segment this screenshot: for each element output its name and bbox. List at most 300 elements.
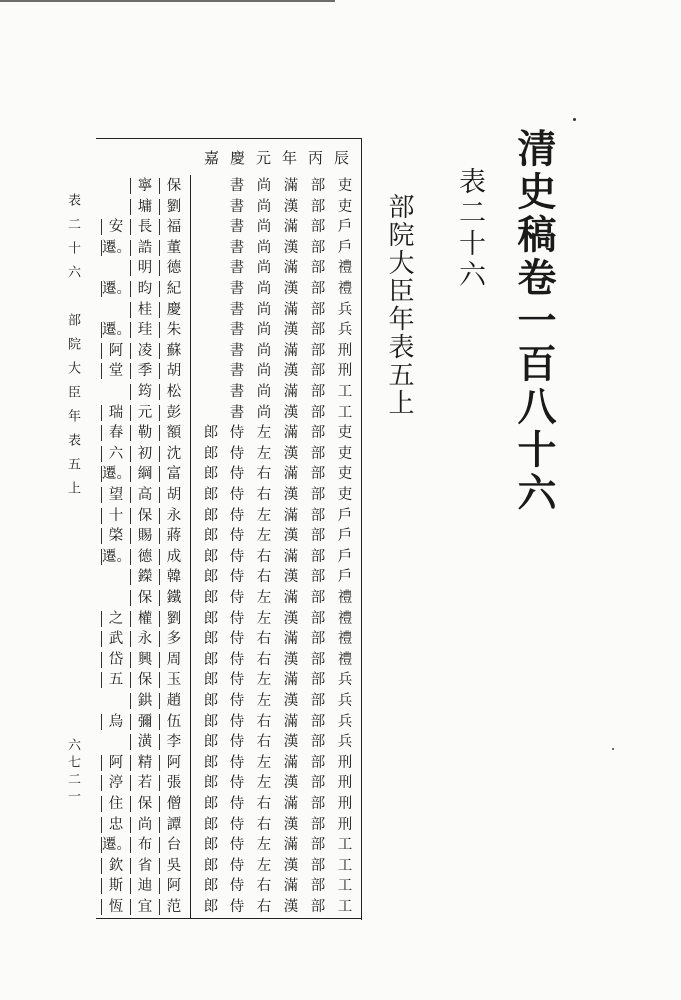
- office-character: 郎: [203, 631, 219, 648]
- office-character: 郎: [203, 816, 219, 833]
- office-character: 部: [310, 569, 326, 586]
- office-character: 戶: [337, 507, 353, 524]
- office-character: 侍: [229, 590, 245, 606]
- office-character: 部: [310, 899, 326, 915]
- name-character: 額: [160, 422, 188, 444]
- office-character: 尚: [256, 301, 272, 318]
- office-character: 部: [310, 198, 326, 215]
- official-names: [98, 216, 188, 238]
- office-character: 部: [310, 445, 326, 462]
- office-title: [196, 381, 358, 403]
- office-character: [198, 340, 224, 362]
- office-character: 部: [310, 260, 326, 277]
- office-character: 侍: [229, 754, 245, 771]
- office-character: 兵: [337, 301, 353, 318]
- official-names: [98, 381, 188, 403]
- office-character: 滿: [283, 466, 299, 483]
- table-row: [98, 278, 360, 300]
- office-character: 工: [337, 878, 353, 895]
- office-character: 右: [256, 816, 272, 833]
- table-row: [98, 752, 360, 774]
- official-names: [98, 463, 188, 485]
- office-character: [198, 299, 224, 321]
- office-character: 書: [229, 384, 245, 400]
- office-character: [198, 216, 224, 238]
- name-character: 彭: [160, 402, 188, 424]
- office-character: 侍: [229, 713, 245, 730]
- office-character: 書: [229, 178, 245, 194]
- table-row: [98, 772, 360, 794]
- office-character: 侍: [229, 466, 245, 483]
- name-character: 保: [131, 587, 159, 609]
- office-character: 右: [256, 631, 272, 648]
- name-character: 季: [131, 360, 159, 382]
- name-character: 住: [102, 793, 130, 815]
- name-character: 德: [160, 257, 188, 279]
- name-character: 元: [131, 402, 159, 424]
- name-character: 范: [160, 896, 188, 918]
- office-character: 左: [256, 590, 272, 606]
- office-character: 部: [310, 404, 326, 421]
- office-title: [196, 814, 358, 836]
- office-character: 刑: [337, 775, 353, 792]
- name-character: 遷。: [102, 463, 130, 485]
- name-character: 春: [102, 422, 130, 444]
- official-names: [98, 237, 188, 259]
- name-character: 趙: [160, 690, 188, 712]
- office-character: 漢: [283, 569, 299, 586]
- name-character: 慶: [160, 299, 188, 321]
- official-names: [98, 360, 188, 382]
- office-title: [196, 608, 358, 630]
- name-character: 鐵: [160, 587, 188, 609]
- name-character: 渟: [102, 772, 130, 794]
- table-row: [98, 237, 360, 259]
- name-character: 阿: [102, 340, 130, 362]
- office-character: 漢: [283, 528, 299, 545]
- official-names: [98, 196, 188, 218]
- office-character: 刑: [337, 796, 353, 812]
- office-character: 郎: [203, 590, 219, 606]
- official-names: [98, 257, 188, 279]
- table-row: [98, 731, 360, 753]
- office-character: 郎: [203, 466, 219, 483]
- office-character: 滿: [283, 219, 299, 236]
- name-character: 凌: [131, 340, 159, 362]
- official-names: [98, 608, 188, 630]
- table-row: [98, 649, 360, 671]
- office-character: 侍: [229, 837, 245, 854]
- name-character: 烏: [102, 711, 130, 733]
- page-number: 六七二一: [65, 738, 80, 806]
- office-character: 部: [310, 734, 326, 751]
- name-character: 初: [131, 443, 159, 465]
- name-character: 珪: [131, 319, 159, 341]
- official-names: [98, 711, 188, 733]
- office-title: [196, 299, 358, 321]
- office-character: 部: [310, 693, 326, 709]
- office-character: 刑: [337, 342, 353, 359]
- office-character: 部: [310, 775, 326, 792]
- office-character: 郎: [203, 610, 219, 627]
- office-title: [196, 278, 358, 300]
- official-names: [98, 443, 188, 465]
- office-title: [196, 855, 358, 877]
- office-character: 滿: [283, 178, 299, 194]
- office-character: 郎: [203, 857, 219, 874]
- office-character: [198, 402, 224, 424]
- office-character: [198, 360, 224, 382]
- office-title: [196, 216, 358, 238]
- office-character: 郎: [203, 899, 219, 915]
- name-character: 高: [131, 484, 159, 506]
- official-names: [98, 834, 188, 856]
- office-title: [196, 360, 358, 382]
- office-character: 滿: [283, 672, 299, 689]
- office-character: 書: [229, 239, 245, 256]
- office-character: 刑: [337, 816, 353, 833]
- table-row: [98, 669, 360, 691]
- office-character: 部: [310, 754, 326, 771]
- office-character: 漢: [283, 322, 299, 339]
- office-character: [198, 175, 224, 197]
- official-names: [98, 690, 188, 712]
- name-character: 劉: [160, 608, 188, 630]
- office-character: 部: [310, 548, 326, 565]
- office-character: 書: [229, 198, 245, 215]
- office-character: 戶: [337, 528, 353, 545]
- office-character: 侍: [229, 651, 245, 668]
- office-character: 滿: [283, 425, 299, 442]
- office-character: 漢: [283, 487, 299, 503]
- table-row: [98, 484, 360, 506]
- office-character: 部: [310, 281, 326, 297]
- name-character: 遷。: [102, 546, 130, 568]
- name-character: 董: [160, 237, 188, 259]
- office-character: 尚: [256, 363, 272, 380]
- office-title: [196, 340, 358, 362]
- name-character: 沈: [160, 443, 188, 465]
- table-row: [98, 443, 360, 465]
- table-row: [98, 608, 360, 630]
- name-character: 伍: [160, 711, 188, 733]
- office-character: 漢: [283, 775, 299, 792]
- office-character: 刑: [337, 363, 353, 380]
- official-names: [98, 319, 188, 341]
- office-character: 漢: [283, 363, 299, 380]
- office-character: 書: [229, 404, 245, 421]
- table-row: [98, 628, 360, 650]
- name-character: 保: [131, 505, 159, 527]
- office-character: 吏: [337, 466, 353, 483]
- name-character: 明: [131, 257, 159, 279]
- office-character: [198, 381, 224, 403]
- office-character: 部: [310, 342, 326, 359]
- office-character: 部: [310, 219, 326, 236]
- office-character: 書: [229, 342, 245, 359]
- office-character: 漢: [283, 651, 299, 668]
- office-title: [196, 711, 358, 733]
- office-character: 書: [229, 363, 245, 380]
- name-character: 堂: [102, 360, 130, 382]
- table-row: [98, 546, 360, 568]
- office-character: 滿: [283, 796, 299, 812]
- name-character: 精: [131, 752, 159, 774]
- office-character: 左: [256, 445, 272, 462]
- office-character: 部: [310, 363, 326, 380]
- official-names: [98, 896, 188, 918]
- office-character: 侍: [229, 672, 245, 689]
- name-character: 多: [160, 628, 188, 650]
- name-character: 岱: [102, 649, 130, 671]
- office-character: 侍: [229, 610, 245, 627]
- table-row: [98, 875, 360, 897]
- name-character: 吳: [160, 855, 188, 877]
- table-row: [98, 587, 360, 609]
- name-character: 鉷: [131, 690, 159, 712]
- name-character: 十: [102, 505, 130, 527]
- name-character: 五: [102, 669, 130, 691]
- office-character: 戶: [337, 239, 353, 256]
- name-character: [102, 587, 130, 609]
- table-row: [98, 793, 360, 815]
- office-title: [196, 505, 358, 527]
- office-character: 刑: [337, 754, 353, 771]
- office-character: 部: [310, 672, 326, 689]
- office-character: 滿: [283, 301, 299, 318]
- official-names: [98, 855, 188, 877]
- office-character: 戶: [337, 219, 353, 236]
- official-names: [98, 772, 188, 794]
- name-character: 台: [160, 834, 188, 856]
- office-character: 滿: [283, 384, 299, 400]
- name-character: 德: [131, 546, 159, 568]
- office-character: 工: [337, 384, 353, 400]
- name-character: 僧: [160, 793, 188, 815]
- name-character: 勒: [131, 422, 159, 444]
- office-character: 左: [256, 754, 272, 771]
- official-names: [98, 299, 188, 321]
- office-character: 漢: [283, 693, 299, 709]
- table-row: [98, 566, 360, 588]
- office-character: 兵: [337, 672, 353, 689]
- office-character: 漢: [283, 899, 299, 915]
- office-character: 工: [337, 857, 353, 874]
- office-character: 侍: [229, 507, 245, 524]
- office-character: 部: [310, 857, 326, 874]
- name-character: 綱: [131, 463, 159, 485]
- table-row: [98, 422, 360, 444]
- office-character: 尚: [256, 322, 272, 339]
- name-character: [102, 299, 130, 321]
- name-character: 安: [102, 216, 130, 238]
- office-character: 尚: [256, 404, 272, 421]
- official-names: [98, 669, 188, 691]
- name-character: [102, 175, 130, 197]
- office-character: 滿: [283, 507, 299, 524]
- official-names: [98, 587, 188, 609]
- office-character: 郎: [203, 796, 219, 812]
- office-character: 書: [229, 301, 245, 318]
- office-character: 左: [256, 857, 272, 874]
- table-number: 表二十六: [454, 167, 485, 291]
- table-row: [98, 505, 360, 527]
- office-title: [196, 628, 358, 650]
- office-title: [196, 402, 358, 424]
- name-character: 遷。: [102, 237, 130, 259]
- table-row: [98, 711, 360, 733]
- office-character: 部: [310, 837, 326, 854]
- office-character: 侍: [229, 631, 245, 648]
- office-character: 部: [310, 713, 326, 730]
- office-character: 尚: [256, 281, 272, 297]
- office-character: [198, 196, 224, 218]
- office-character: 漢: [283, 610, 299, 627]
- office-title: [196, 257, 358, 279]
- office-character: 書: [229, 260, 245, 277]
- office-character: 侍: [229, 528, 245, 545]
- office-character: 郎: [203, 693, 219, 709]
- office-character: 滿: [283, 754, 299, 771]
- office-title: [196, 484, 358, 506]
- table-row: [98, 319, 360, 341]
- office-character: 右: [256, 899, 272, 915]
- official-names: [98, 422, 188, 444]
- name-character: [102, 731, 130, 753]
- office-character: 郎: [203, 528, 219, 545]
- office-character: 侍: [229, 878, 245, 895]
- official-names: [98, 484, 188, 506]
- table-row: [98, 463, 360, 485]
- office-title: [196, 587, 358, 609]
- office-character: 吏: [337, 445, 353, 462]
- office-character: 部: [310, 301, 326, 318]
- name-character: 彌: [131, 711, 159, 733]
- name-character: 李: [160, 731, 188, 753]
- office-character: 郎: [203, 775, 219, 792]
- office-character: 兵: [337, 322, 353, 339]
- name-character: 欽: [102, 855, 130, 877]
- office-character: 禮: [337, 631, 353, 648]
- office-character: 尚: [256, 219, 272, 236]
- office-character: 左: [256, 837, 272, 854]
- name-character: 墉: [131, 196, 159, 218]
- office-character: 左: [256, 528, 272, 545]
- office-character: 漢: [283, 445, 299, 462]
- office-character: 滿: [283, 631, 299, 648]
- name-character: 胡: [160, 360, 188, 382]
- office-character: 左: [256, 507, 272, 524]
- name-character: 成: [160, 546, 188, 568]
- name-character: 若: [131, 772, 159, 794]
- office-character: [198, 319, 224, 341]
- official-names: [98, 628, 188, 650]
- office-title: [196, 649, 358, 671]
- office-character: 部: [310, 384, 326, 400]
- office-title: [196, 875, 358, 897]
- office-character: 侍: [229, 425, 245, 442]
- office-character: 部: [310, 796, 326, 812]
- office-character: 戶: [337, 548, 353, 565]
- office-character: 郎: [203, 651, 219, 668]
- name-character: 六: [102, 443, 130, 465]
- print-speck: [612, 748, 614, 750]
- office-character: 吏: [337, 178, 353, 194]
- office-character: 部: [310, 466, 326, 483]
- name-character: 忠: [102, 814, 130, 836]
- office-character: 吏: [337, 198, 353, 215]
- name-character: 胡: [160, 484, 188, 506]
- name-character: 迪: [131, 875, 159, 897]
- name-character: 權: [131, 608, 159, 630]
- office-character: [198, 257, 224, 279]
- name-character: 武: [102, 628, 130, 650]
- office-character: 侍: [229, 487, 245, 503]
- office-character: 尚: [256, 260, 272, 277]
- table-row: [98, 834, 360, 856]
- name-character: 朱: [160, 319, 188, 341]
- office-character: 部: [310, 816, 326, 833]
- office-character: 尚: [256, 239, 272, 256]
- office-title: [196, 896, 358, 918]
- official-names: [98, 278, 188, 300]
- office-character: 侍: [229, 693, 245, 709]
- office-character: 部: [310, 878, 326, 895]
- office-character: 侍: [229, 548, 245, 565]
- office-character: 郎: [203, 569, 219, 586]
- office-character: 漢: [283, 857, 299, 874]
- office-title: [196, 834, 358, 856]
- office-character: 禮: [337, 590, 353, 606]
- office-character: 郎: [203, 507, 219, 524]
- name-character: 布: [131, 834, 159, 856]
- office-character: 右: [256, 651, 272, 668]
- table-rule-bottom: [96, 918, 362, 919]
- name-character: 永: [131, 628, 159, 650]
- name-character: 遷。: [102, 834, 130, 856]
- name-character: [102, 257, 130, 279]
- office-character: 漢: [283, 281, 299, 297]
- office-character: 右: [256, 487, 272, 503]
- name-character: 劉: [160, 196, 188, 218]
- office-character: 部: [310, 239, 326, 256]
- name-character: 遷。: [102, 278, 130, 300]
- office-character: 部: [310, 610, 326, 627]
- office-title: [196, 731, 358, 753]
- official-names: [98, 340, 188, 362]
- office-character: 郎: [203, 425, 219, 442]
- office-title: [196, 175, 358, 197]
- office-character: 滿: [283, 878, 299, 895]
- office-title: [196, 690, 358, 712]
- name-character: 宜: [131, 896, 159, 918]
- office-character: 滿: [283, 590, 299, 606]
- office-character: 部: [310, 322, 326, 339]
- office-character: 郎: [203, 878, 219, 895]
- name-character: 遷。: [102, 319, 130, 341]
- office-character: 尚: [256, 198, 272, 215]
- office-character: 郎: [203, 713, 219, 730]
- office-character: 部: [310, 487, 326, 503]
- table-rule-top: [96, 138, 362, 139]
- table-row: [98, 216, 360, 238]
- name-character: 張: [160, 772, 188, 794]
- office-character: 書: [229, 322, 245, 339]
- office-character: 滿: [283, 837, 299, 854]
- office-character: 右: [256, 878, 272, 895]
- office-character: 吏: [337, 487, 353, 503]
- office-character: 禮: [337, 610, 353, 627]
